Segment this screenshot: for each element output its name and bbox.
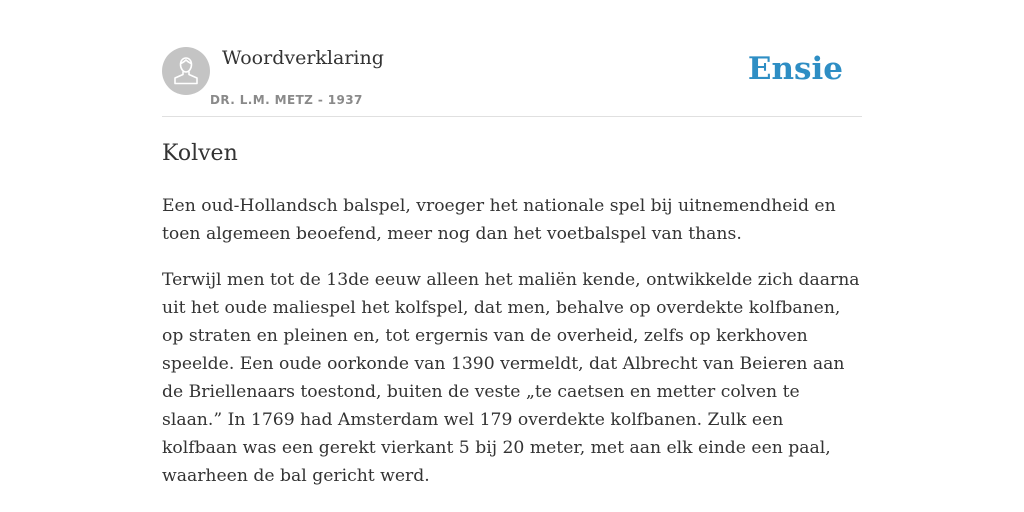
article-paragraph: Een oud-Hollandsch balspel, vroeger het nationale spel bij uitnemendheid en toen algemeen beoefend, meer nog dan het voetbalspel van thans.: [162, 196, 836, 244]
source-header: [162, 46, 862, 117]
ensie-logo[interactable]: Ensie: [747, 51, 843, 87]
article-paragraph: Terwijl men tot de 13de eeuw alleen het maliën kende, ontwikkelde zich daarna uit het oude maliespel het kolfspel, dat men, behalve op overdekte kolfbanen, op straten en pleinen en, tot ergernis van de overheid, zelfs op kerkhoven speelde. Een oude oorkonde van 1390 vermeldt, dat Albrecht van Beieren aan de Briellenaars toestond, buiten de veste „te caetsen en metter colven te slaan.” In 1769 had Amsterdam wel 179 overdekte kolfbanen. Zulk een kolfbaan was een gerekt vierkant 5 bij 20 meter, met aan elk einde een paal, waarheen de bal gericht werd.: [162, 270, 860, 486]
author-avatar[interactable]: [162, 47, 210, 95]
article-body: [162, 192, 862, 508]
source-title[interactable]: Woordverklaring: [222, 47, 384, 69]
user-silhouette-icon: [162, 47, 210, 95]
entry-title: Kolven: [162, 141, 238, 166]
source-author[interactable]: DR. L.M. METZ - 1937: [210, 93, 363, 107]
